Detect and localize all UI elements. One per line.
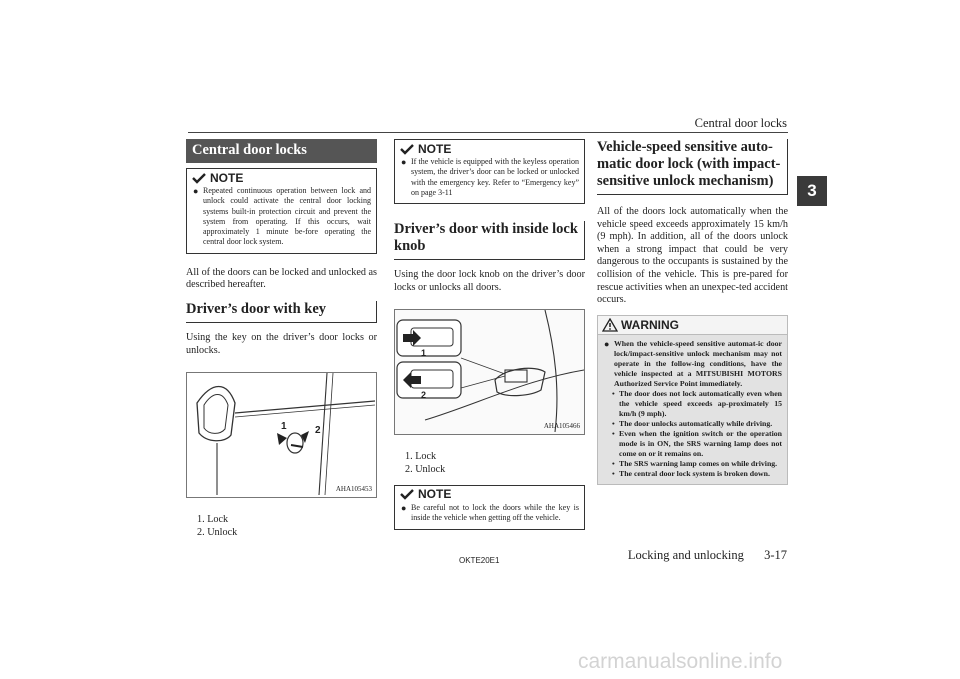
- list-item: 1. Lock: [405, 451, 437, 463]
- note-text: Repeated continuous operation between lock and unlock could activate the central door locking systems built-in protection circuit and prevent the system from operating. If this occurs, wait approximately 1 minute be-fore operating the central door lock system.: [203, 186, 371, 247]
- watermark[interactable]: carmanualsonline.info: [578, 650, 783, 673]
- note-text: Be careful not to lock the doors while the key is inside the vehicle when getting off the vehicle.: [411, 502, 579, 523]
- note-item: [395, 503, 584, 524]
- door-key-illustration: [187, 373, 376, 495]
- note-icon: [191, 172, 207, 184]
- warning-label: WARNING: [621, 317, 679, 332]
- knob-paragraph: Using the door lock knob on the driver’s door locks or unlocks all doors.: [394, 269, 585, 293]
- warning-header: [598, 316, 787, 335]
- section-heading: Driver’s door with key: [186, 301, 377, 323]
- list-item: • The door unlocks automatically while driving.: [612, 418, 773, 428]
- note-label: NOTE: [418, 141, 452, 156]
- warning-box: [597, 315, 788, 485]
- note-header: [395, 486, 584, 503]
- callout-2: 2: [421, 390, 427, 401]
- list-item: • The SRS warning lamp comes on while driving.: [612, 458, 778, 468]
- list-item: 2. Unlock: [405, 464, 446, 476]
- bullet-icon: ●: [193, 186, 199, 196]
- section-heading: Vehicle-speed sensitive auto-matic door lock (with impact-sensitive unlock mechanism): [597, 139, 788, 195]
- chapter-tab: 3: [797, 176, 827, 206]
- callout-1: 1: [281, 421, 287, 433]
- page-footer: [628, 548, 787, 563]
- bullet-icon: ●: [401, 157, 407, 167]
- footer-section: Locking and unlocking: [627, 548, 744, 562]
- note-box: [394, 139, 585, 204]
- list-item: • The central door lock system is broken down.: [612, 468, 770, 478]
- warning-triangle-icon: [602, 318, 618, 332]
- list-item: • Even when the ignition switch or the operation mode is in ON, the SRS warning lamp does not come on or it remains on.: [612, 428, 782, 458]
- column-right: [597, 139, 788, 485]
- bullet-icon: ●: [604, 338, 610, 349]
- document-code: OKTE20E1: [459, 556, 500, 565]
- list-item: 1. Lock: [197, 514, 229, 526]
- note-box: [186, 168, 377, 254]
- intro-paragraph: All of the doors can be locked and unlocked as described hereafter.: [186, 266, 377, 291]
- page-number: 3-17: [764, 548, 787, 562]
- warning-item: [598, 335, 787, 389]
- column-middle: [394, 139, 585, 530]
- auto-lock-paragraph: All of the doors lock automatically when the vehicle speed exceeds approximately 15 km/h (9 mph). In addition, all of the doors unlock when a strong impact that could be very dangerous to the occupants is sustained by the collision of the vehicle. This is pre-pared for rescue activities when an unexpec-ted accident occurs.: [597, 206, 788, 306]
- note-icon: [399, 488, 415, 500]
- header-rule: [188, 132, 788, 133]
- warning-text: When the vehicle-speed sensitive automat-ic door lock/impact-sensitive unlock mechanism may not operate in the follow-ing conditions, have the vehicle inspected at a MITSUBISHI MOTORS Authorized Service Point immediately.: [614, 338, 782, 388]
- legend-list: [394, 451, 585, 477]
- note-item: [187, 186, 376, 248]
- figure-code: AHA105466: [543, 422, 580, 431]
- column-left: [186, 139, 377, 540]
- callout-1: 1: [421, 348, 427, 359]
- bullet-icon: ●: [401, 502, 407, 513]
- figure-code: AHA105453: [335, 485, 372, 494]
- note-header: [395, 140, 584, 157]
- note-item: [395, 157, 584, 198]
- list-item: • The door does not lock automatically even when the vehicle speed exceeds ap-proximately 15 km/h (9 mph).: [612, 388, 782, 418]
- list-item: 2. Unlock: [197, 526, 238, 538]
- legend-list: [186, 514, 377, 540]
- running-header: Central door locks: [694, 116, 787, 130]
- inside-knob-illustration: [395, 310, 584, 432]
- note-icon: [399, 143, 415, 155]
- warning-sublist: [598, 389, 787, 479]
- section-heading: Driver’s door with inside lock knob: [394, 221, 585, 260]
- key-paragraph: Using the key on the driver’s door locks or unlocks.: [186, 331, 377, 356]
- door-key-figure: [186, 372, 377, 498]
- note-header: [187, 169, 376, 186]
- inside-knob-figure: [394, 309, 585, 435]
- callout-2: 2: [315, 425, 321, 437]
- section-banner: Central door locks: [186, 139, 377, 163]
- note-text: If the vehicle is equipped with the keyless operation system, the driver’s door can be locked or unlocked with the emergency key. Refer to “Emergency key” on page 3-11: [411, 157, 579, 197]
- note-label: NOTE: [210, 170, 244, 185]
- note-box: [394, 485, 585, 530]
- note-label: NOTE: [418, 487, 452, 502]
